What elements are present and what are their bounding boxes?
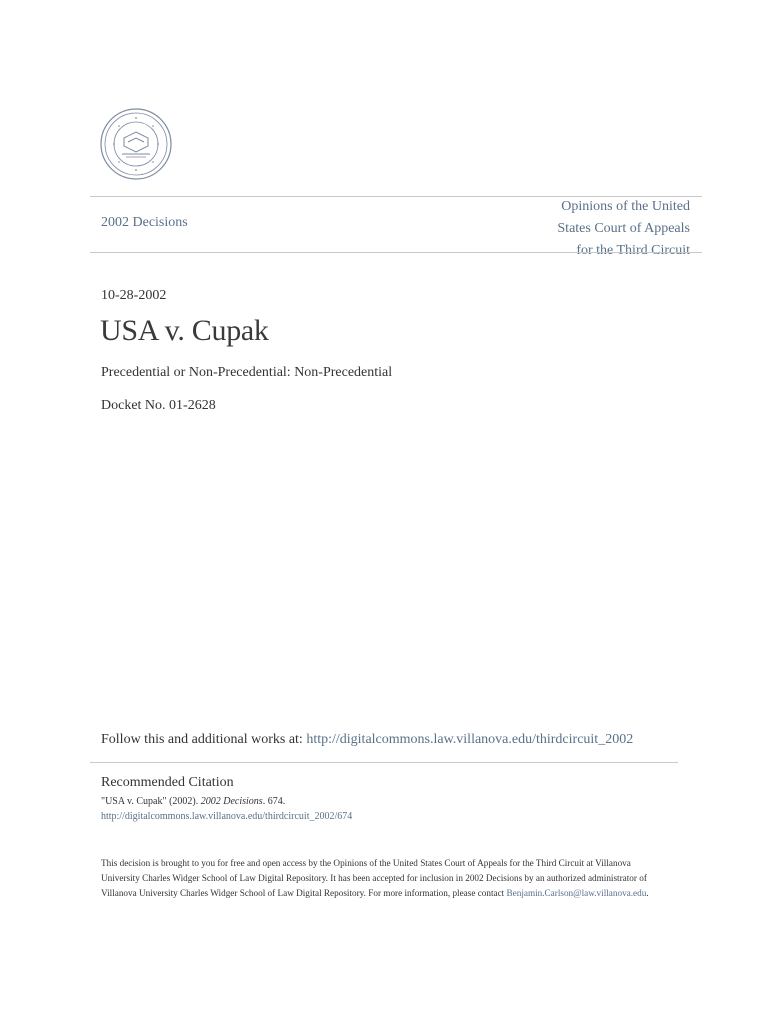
citation-number: . 674. (262, 796, 286, 807)
notice-end: . (646, 888, 649, 898)
notice-line-text: Villanova University Charles Widger School of Law Digital Repository. For more information, please contact (101, 888, 505, 898)
collection-name: 2002 Decisions (101, 215, 188, 230)
follow-rule (90, 762, 678, 763)
collection-link[interactable]: http://digitalcommons.law.villanova.edu/thirdcircuit_2002 (306, 732, 634, 747)
series-line: for the Third Circuit (576, 243, 690, 258)
citation-link[interactable]: http://digitalcommons.law.villanova.edu/thirdcircuit_2002/674 (101, 811, 353, 822)
access-notice (101, 856, 671, 901)
follow-label: Follow this and additional works at: (101, 732, 303, 747)
header-bottom-rule (90, 252, 702, 253)
notice-line: This decision is brought to you for free and open access by the Opinions of the United States Court of Appeals for the Third Circuit at Villanova (101, 858, 631, 868)
document-title: USA v. Cupak (100, 314, 269, 347)
recommended-citation-heading: Recommended Citation (101, 775, 234, 790)
contact-email-link[interactable]: Benjamin.Carlson@law.villanova.edu (506, 888, 647, 898)
docket-number: Docket No. 01-2628 (101, 398, 216, 413)
villanova-seal-icon (100, 108, 172, 180)
citation-collection: 2002 Decisions (200, 796, 263, 807)
citation-case: "USA v. Cupak" (2002). (101, 796, 199, 807)
citation-text (101, 796, 285, 807)
notice-line (101, 886, 671, 901)
series-line: Opinions of the United (561, 199, 690, 214)
decision-date: 10-28-2002 (101, 288, 167, 303)
precedential-status: Precedential or Non-Precedential: Non-Precedential (101, 365, 393, 380)
follow-line (101, 732, 633, 748)
notice-line: University Charles Widger School of Law Digital Repository. It has been accepted for inclusion in 2002 Decisions by an authorized administrator of (101, 873, 647, 883)
series-line: States Court of Appeals (557, 221, 690, 236)
